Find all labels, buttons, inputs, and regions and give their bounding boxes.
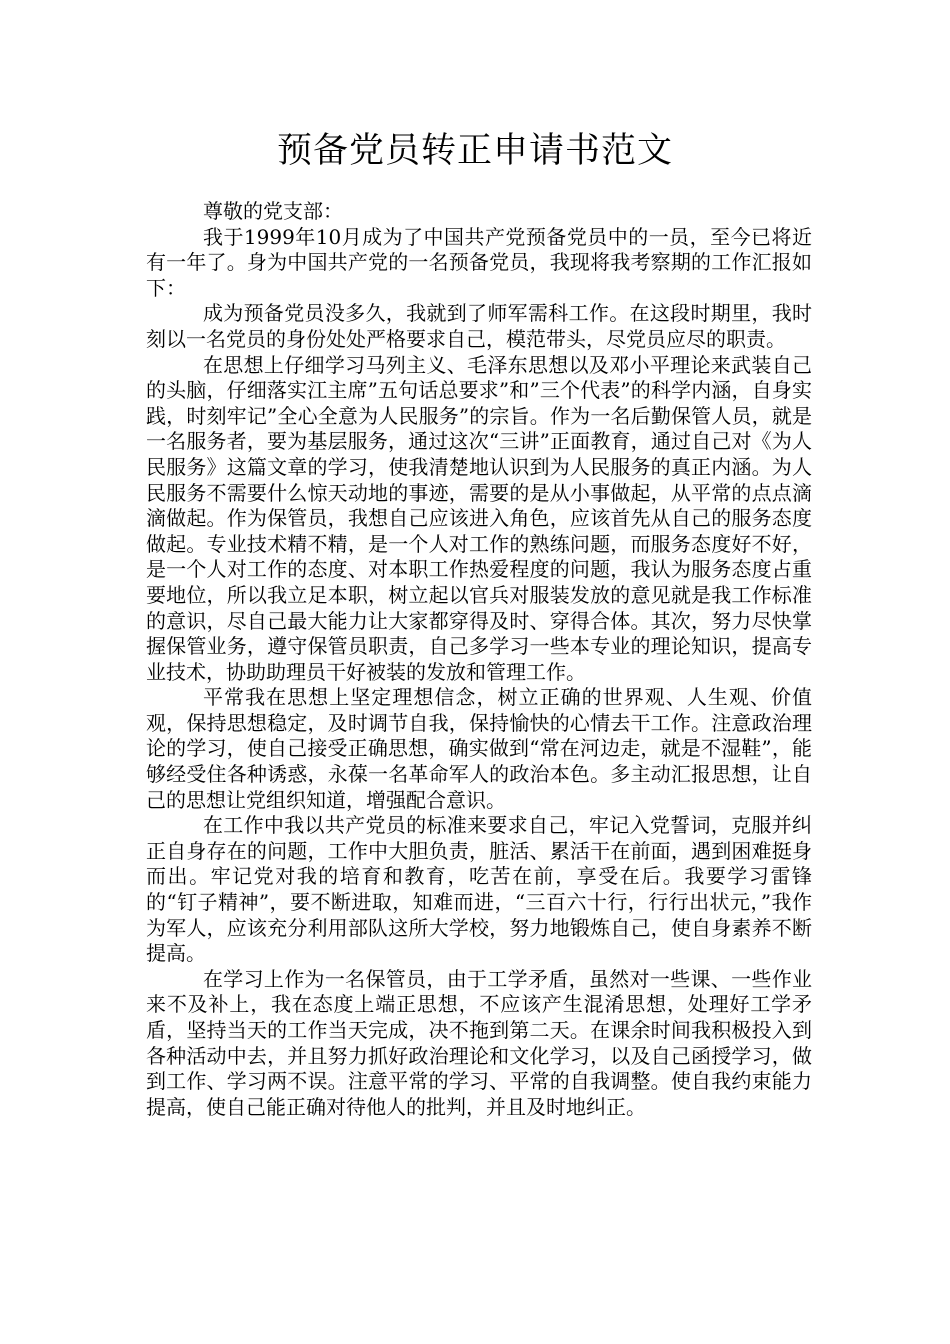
- paragraph: 我于1999年10月成为了中国共产党预备党员中的一员，至今已将近有一年了。身为中国共产党的一名预备党员，我现将我考察期的工作汇报如下：: [146, 224, 812, 300]
- paragraph: 在学习上作为一名保管员，由于工学矛盾，虽然对一些课、一些作业来不及补上，我在态度上端正思想，不应该产生混淆思想，处理好工学矛盾，坚持当天的工作当天完成，决不拖到第二天。在课余时间我积极投入到各种活动中去，并且努力抓好政治理论和文化学习，以及自己函授学习，做到工作、学习两不误。注意平常的学习、平常的自我调整。使自我约束能力提高，使自己能正确对待他人的批判，并且及时地纠正。: [146, 966, 812, 1119]
- paragraph: 成为预备党员没多久，我就到了师军需科工作。在这段时期里，我时刻以一名党员的身份处处严格要求自己，模范带头，尽党员应尽的职责。: [146, 301, 812, 351]
- document-body: [146, 199, 812, 1120]
- paragraph: 平常我在思想上坚定理想信念，树立正确的世界观、人生观、价值观，保持思想稳定，及时调节自我，保持愉快的心情去干工作。注意政治理论的学习，使自己接受正确思想，确实做到“常在河边走，就是不湿鞋”，能够经受住各种诱惑，永葆一名革命军人的政治本色。多主动汇报思想，让自己的思想让党组织知道，增强配合意识。: [146, 685, 812, 812]
- salutation: 尊敬的党支部：: [203, 199, 343, 223]
- paragraph: 在思想上仔细学习马列主义、毛泽东思想以及邓小平理论来武装自己的头脑，仔细落实江主席”五句话总要求”和”三个代表”的科学内涵，自身实践，时刻牢记”全心全意为人民服务”的宗旨。作为一名后勤保管人员，就是一名服务者，要为基层服务，通过这次“三讲”正面教育，通过自己对《为人民服务》这篇文章的学习，使我清楚地认识到为人民服务的真正内涵。为人民服务不需要什么惊天动地的事迹，需要的是从小事做起，从平常的点点滴滴做起。作为保管员，我想自己应该进入角色，应该首先从自己的服务态度做起。专业技术精不精，是一个人对工作的熟练问题，而服务态度好不好，是一个人对工作的态度、对本职工作热爱程度的问题，我认为服务态度占重要地位，所以我立足本职，树立起以官兵对服装发放的意见就是我工作标准的意识，尽自己最大能力让大家都穿得及时、穿得合体。其次，努力尽快掌握保管业务，遵守保管员职责，自己多学习一些本专业的理论知识，提高专业技术，协助助理员干好被装的发放和管理工作。: [146, 352, 812, 684]
- document-title: 预备党员转正申请书范文: [276, 131, 673, 171]
- paragraph: 在工作中我以共产党员的标准来要求自己，牢记入党誓词，克服并纠正自身存在的问题，工作中大胆负责，脏活、累活干在前面，遇到困难挺身而出。牢记党对我的培育和教育，吃苦在前，享受在后。我要学习雷锋的“钉子精神”，要不断进取，知难而进，“三百六十行，行行出状元，”我作为军人，应该充分利用部队这所大学校，努力地锻炼自己，使自身素养不断提高。: [146, 813, 812, 966]
